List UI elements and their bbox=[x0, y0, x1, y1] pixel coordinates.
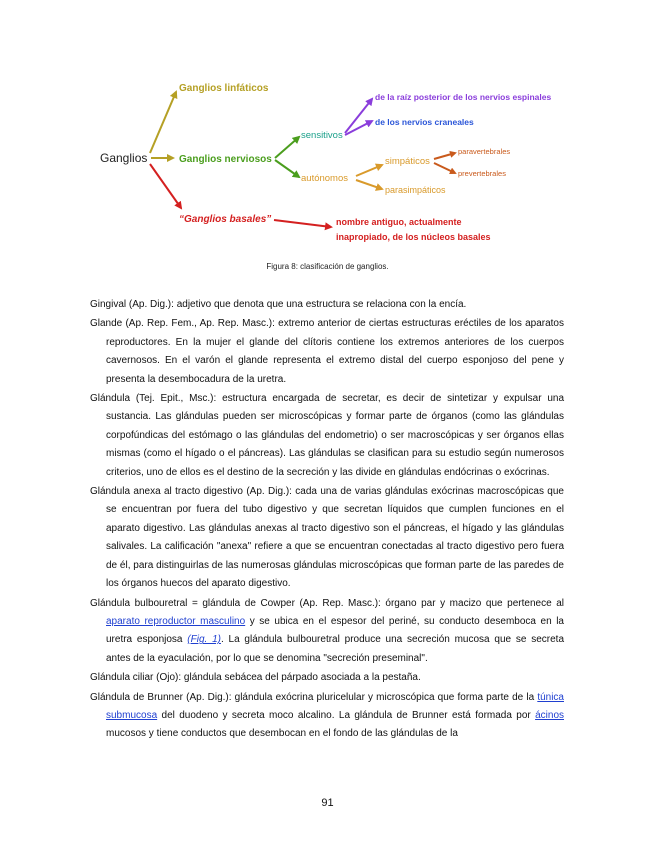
link-fig-1[interactable]: (Fig. 1) bbox=[187, 634, 221, 646]
entry-text: . La glándula bulbouretral produce una secreción mucosa que se secreta antes de la eyaculación, por lo que se denomina "secreción preseminal". bbox=[106, 634, 565, 664]
label-autonomos: autónomos bbox=[301, 173, 349, 184]
entry-glandula-ciliar: Glándula ciliar (Ojo): glándula sebácea del párpado asociada a la pestaña. bbox=[90, 672, 421, 684]
entry-text: Glándula de Brunner (Ap. Dig.): glándula exócrina pluricelular y microscópica que forma parte de la bbox=[90, 691, 538, 703]
arrow-to-parasimpaticos bbox=[356, 180, 382, 189]
label-sensitivos: sensitivos bbox=[301, 130, 343, 141]
entry-text: Glándula bulbouretral = glándula de Cowper (Ap. Rep. Masc.): órgano par y macizo que pertenece al bbox=[90, 597, 564, 609]
arrow-to-simpaticos bbox=[356, 165, 382, 176]
label-nerviosos: Ganglios nerviosos bbox=[179, 154, 272, 165]
label-raiz: de la raíz posterior de los nervios espinales bbox=[375, 92, 552, 102]
entry-glandula-bulbouretral bbox=[90, 595, 564, 669]
label-craneales: de los nervios craneales bbox=[375, 117, 474, 127]
glossary bbox=[90, 296, 564, 745]
entry-text: del duodeno y secreta moco alcalino. La glándula de Brunner está formada por bbox=[157, 709, 536, 721]
entry-text: y se ubica en el espesor del periné, su conducto desemboca en la uretra esponjosa bbox=[106, 615, 564, 646]
arrow-to-basales bbox=[150, 164, 181, 208]
entry-glandula: Glándula (Tej. Epit., Msc.): estructura encargada de secretar, es decir de sintetizar y expulsar una sustancia. Las glándulas pueden ser microscópicas y formar parte de órganos (como las glándulas corpofúndicas del estómago o las glándulas del endometrio) o ser macroscópicas y ser órganos ellas mismas (como el hígado o el páncreas). Las glándulas se clasifican para su estudio según numerosos criterios, uno de ellos es el destino de la secreción y las divide en glándulas endócrinas o exócrinas. bbox=[90, 393, 564, 478]
entry-gingival: Gingival (Ap. Dig.): adjetivo que denota que una estructura se relaciona con la encía. bbox=[90, 299, 467, 310]
arrow-to-basales-note bbox=[274, 220, 331, 227]
label-linfaticos: Ganglios linfáticos bbox=[179, 83, 269, 94]
entry-glandula-anexa: Glándula anexa al tracto digestivo (Ap. Dig.): cada una de varias glándulas exócrinas macroscópicas que se encuentran por fuera del tubo digestivo y que secretan líquidos que cumplen funciones en el aparato digestivo. Las glándulas anexas al tracto digestivo son el páncreas, el hígado y las glándulas salivales. La calificación "anexa" refiere a que se encuentran conectadas al tracto digestivo pero fuera de él, para distinguirlas de las numerosas glándulas microscópicas que forman parte de las paredes de los órganos huecos del aparato digestivo. bbox=[90, 486, 564, 590]
link-aparato-reproductor-masculino[interactable]: aparato reproductor masculino bbox=[106, 615, 246, 627]
arrow-to-autonomos bbox=[275, 160, 299, 177]
arrow-to-sensitivos bbox=[275, 137, 299, 158]
label-prevertebrales: prevertebrales bbox=[458, 169, 506, 178]
label-parasimpaticos: parasimpáticos bbox=[385, 185, 446, 195]
arrow-to-linfaticos bbox=[150, 92, 176, 153]
label-basales-note-2: inapropiado, de los núcleos basales bbox=[336, 232, 491, 242]
arrow-to-prevertebrales bbox=[434, 163, 455, 173]
ganglia-diagram bbox=[0, 0, 655, 250]
entry-text: mucosos y tiene conductos que desembocan en el fondo de las glándulas de la bbox=[106, 728, 458, 740]
link-tunica-submucosa[interactable]: túnica submucosa bbox=[106, 691, 564, 721]
arrow-to-paravertebrales bbox=[434, 153, 455, 159]
page-number: 91 bbox=[321, 797, 334, 809]
label-basales: “Ganglios basales” bbox=[179, 214, 272, 225]
entry-glande: Glande (Ap. Rep. Fem., Ap. Rep. Masc.): extremo anterior de ciertas estructuras eréctiles de los aparatos reproductores. En la mujer el glande del clítoris contiene los extremos anteriores de los cuerpos cavernosos. En el varón el glande representa el extremo distal del cuerpo esponjoso del pene y presenta la desembocadura de la uretra. bbox=[90, 318, 564, 385]
root-label: Ganglios bbox=[100, 151, 148, 165]
label-basales-note-1: nombre antiguo, actualmente bbox=[336, 217, 462, 227]
link-acinos[interactable]: ácinos bbox=[535, 709, 564, 721]
figure-caption: Figura 8: clasificación de ganglios. bbox=[266, 262, 389, 271]
entry-glandula-brunner bbox=[90, 689, 564, 744]
label-paravertebrales: paravertebrales bbox=[458, 147, 511, 156]
label-simpaticos: simpáticos bbox=[385, 156, 430, 167]
